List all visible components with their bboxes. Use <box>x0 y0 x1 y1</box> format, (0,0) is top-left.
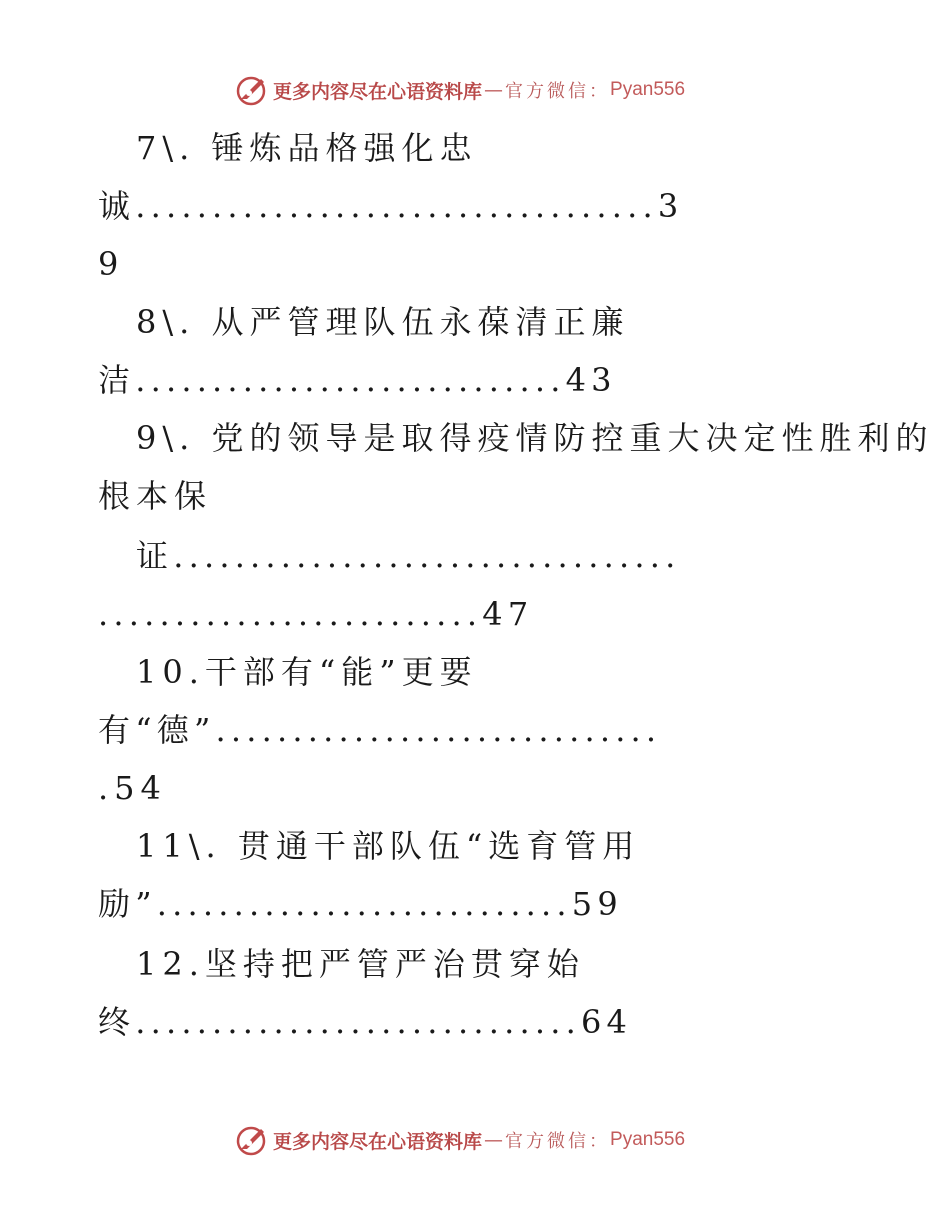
quill-logo-icon <box>235 1123 269 1157</box>
watermark-dash: — <box>484 1129 504 1151</box>
toc-entry-7-page-cont: 9 <box>98 245 125 283</box>
toc-entry-12-leader: 终.............................64 <box>98 1003 633 1041</box>
watermark-wechat-id: Pyan556 <box>610 1129 686 1150</box>
toc-entry-9-title-cont: 根本保 <box>98 477 213 515</box>
toc-entry-9-leader-cont: .........................47 <box>98 595 534 633</box>
watermark-wechat-id: Pyan556 <box>610 79 686 100</box>
toc-entry-10-leader: 有“德”............................. <box>98 711 662 749</box>
toc-entry-8-leader: 洁............................43 <box>98 361 617 399</box>
toc-entry-11-title: 11\. 贯通干部队伍“选育管用 <box>136 827 641 865</box>
watermark-official-label: 官方微信： <box>505 81 611 102</box>
header-watermark <box>235 72 685 108</box>
toc-entry-7-title: 7\. 锤炼品格强化忠 <box>136 129 478 167</box>
toc-entry-9-leader: 证................................. <box>136 537 681 575</box>
toc-entry-11-leader: 励”...........................59 <box>98 885 623 923</box>
footer-watermark <box>235 1122 685 1158</box>
watermark-official-label: 官方微信： <box>505 1131 611 1152</box>
toc-entry-8-title: 8\. 从严管理队伍永葆清正廉 <box>136 303 630 341</box>
toc-entry-10-page-cont: .54 <box>98 769 167 807</box>
watermark-text: 更多内容尽在心语资料库 <box>273 80 483 103</box>
watermark-text: 更多内容尽在心语资料库 <box>273 1130 483 1153</box>
toc-entry-12-title: 12.坚持把严管严治贯穿始 <box>136 945 585 983</box>
toc-entry-10-title: 10.干部有“能”更要 <box>136 653 478 691</box>
watermark-dash: — <box>484 79 504 101</box>
toc-entry-7-leader: 诚..................................3 <box>98 187 684 225</box>
toc-entry-9-title: 9\. 党的领导是取得疫情防控重大决定性胜利的 <box>136 419 934 457</box>
quill-logo-icon <box>235 73 269 107</box>
